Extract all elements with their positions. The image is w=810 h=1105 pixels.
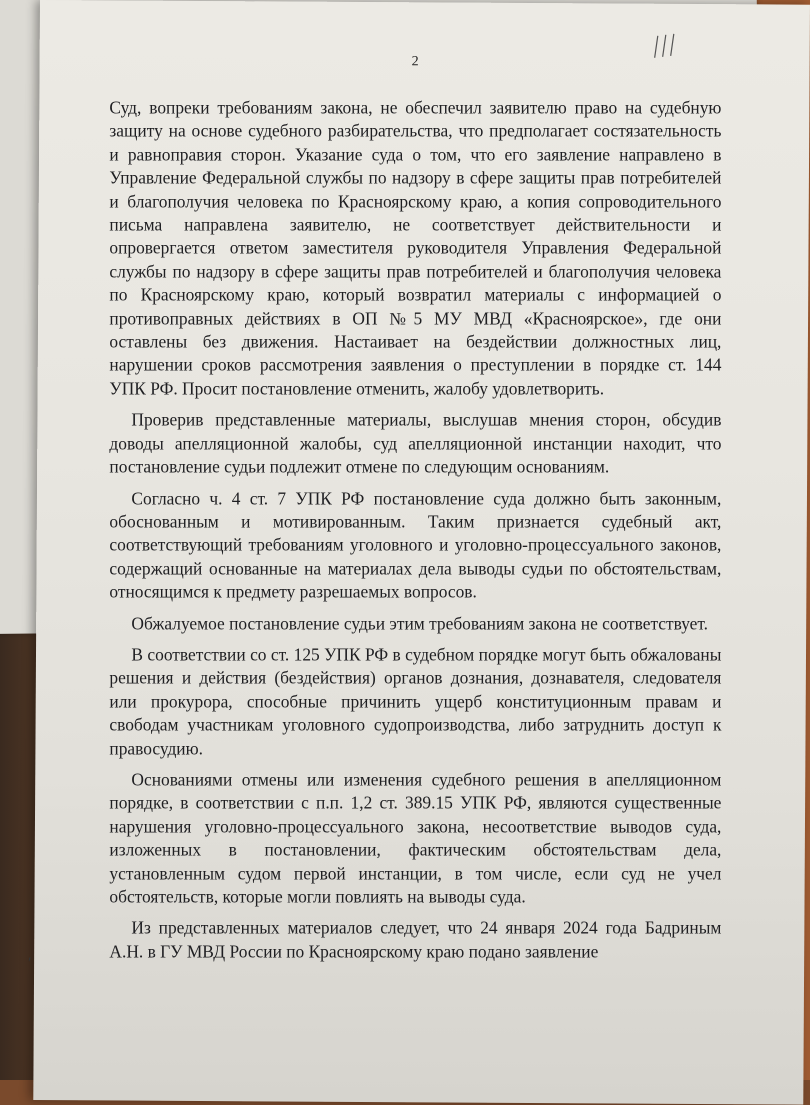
paragraph-5: В соответствии со ст. 125 УПК РФ в судебном порядке могут быть обжалованы решения и действия (бездействия) органов дознания, дознавателя, следователя или прокурора, способные причинить ущерб конституционным правам и свободам участникам уголовного судопроизводства, либо затруднить доступ к правосудию. (109, 644, 722, 758)
document-body (109, 96, 721, 971)
document-page (33, 0, 810, 1105)
paragraph-2: Проверив представленные материалы, выслушав мнения сторон, обсудив доводы апелляционной жалобы, суд апелляционной инстанции находит, что постановление судьи подлежит отмене по следующим основаниям. (109, 409, 722, 477)
paragraph-1: Суд, вопреки требованиям закона, не обеспечил заявителю право на судебную защиту на основе судебного разбирательства, что предполагает состязательность и равноправия сторон. Указание суда о том, что его заявление направлено в Управление Федеральной службы по надзору в сфере защиты прав потребителей и благополучия человека по Красноярскому краю, а копия сопроводительного письма направлена заявителю, не соответствует действительности и опровергается ответом заместителя руководителя Управления Федеральной службы по надзору в сфере защиты прав потребителей и благополучия человека по Красноярскому краю, который возвратил материалы с информацией о противоправных действиях в ОП №5 МУ МВД «Красноярское», где они оставлены без движения. Настаивает на бездействии должностных лиц, нарушении сроков рассмотрения заявления о преступлении в порядке ст. 144 УПК РФ. Просит постановление отменить, жалобу удовлетворить. (109, 97, 722, 399)
handwritten-mark (648, 32, 688, 62)
handwritten-strokes-icon (648, 32, 688, 62)
paragraph-6: Основаниями отмены или изменения судебного решения в апелляционном порядке, в соответствии с п.п. 1,2 ст. 389.15 УПК РФ, являются существенные нарушения уголовно-процессуального закона, несоответствие выводов суда, изложенных в постановлении, фактическим обстоятельствам дела, установленным судом первой инстанции, в том числе, если суд не учел обстоятельств, которые могли повлиять на выводы суда. (109, 769, 722, 907)
paragraph-7: Из представленных материалов следует, что 24 января 2024 года Бадриным А.Н. в ГУ МВД России по Красноярскому краю подано заявление (109, 917, 722, 962)
margin-mark: ′ (28, 955, 32, 972)
page-number: 2 (411, 54, 419, 70)
paragraph-4: Обжалуемое постановление судьи этим требованиям закона не соответствует. (131, 612, 709, 633)
paragraph-3: Согласно ч. 4 ст. 7 УПК РФ постановление суда должно быть законным, обоснованным и мотивированным. Таким признается судебный акт, соответствующий требованиям уголовного и уголовно-процессуального законов, содержащий основанные на материалах дела выводы судьи по обстоятельствам, относящимся к предмету разрешаемых вопросов. (109, 487, 722, 602)
